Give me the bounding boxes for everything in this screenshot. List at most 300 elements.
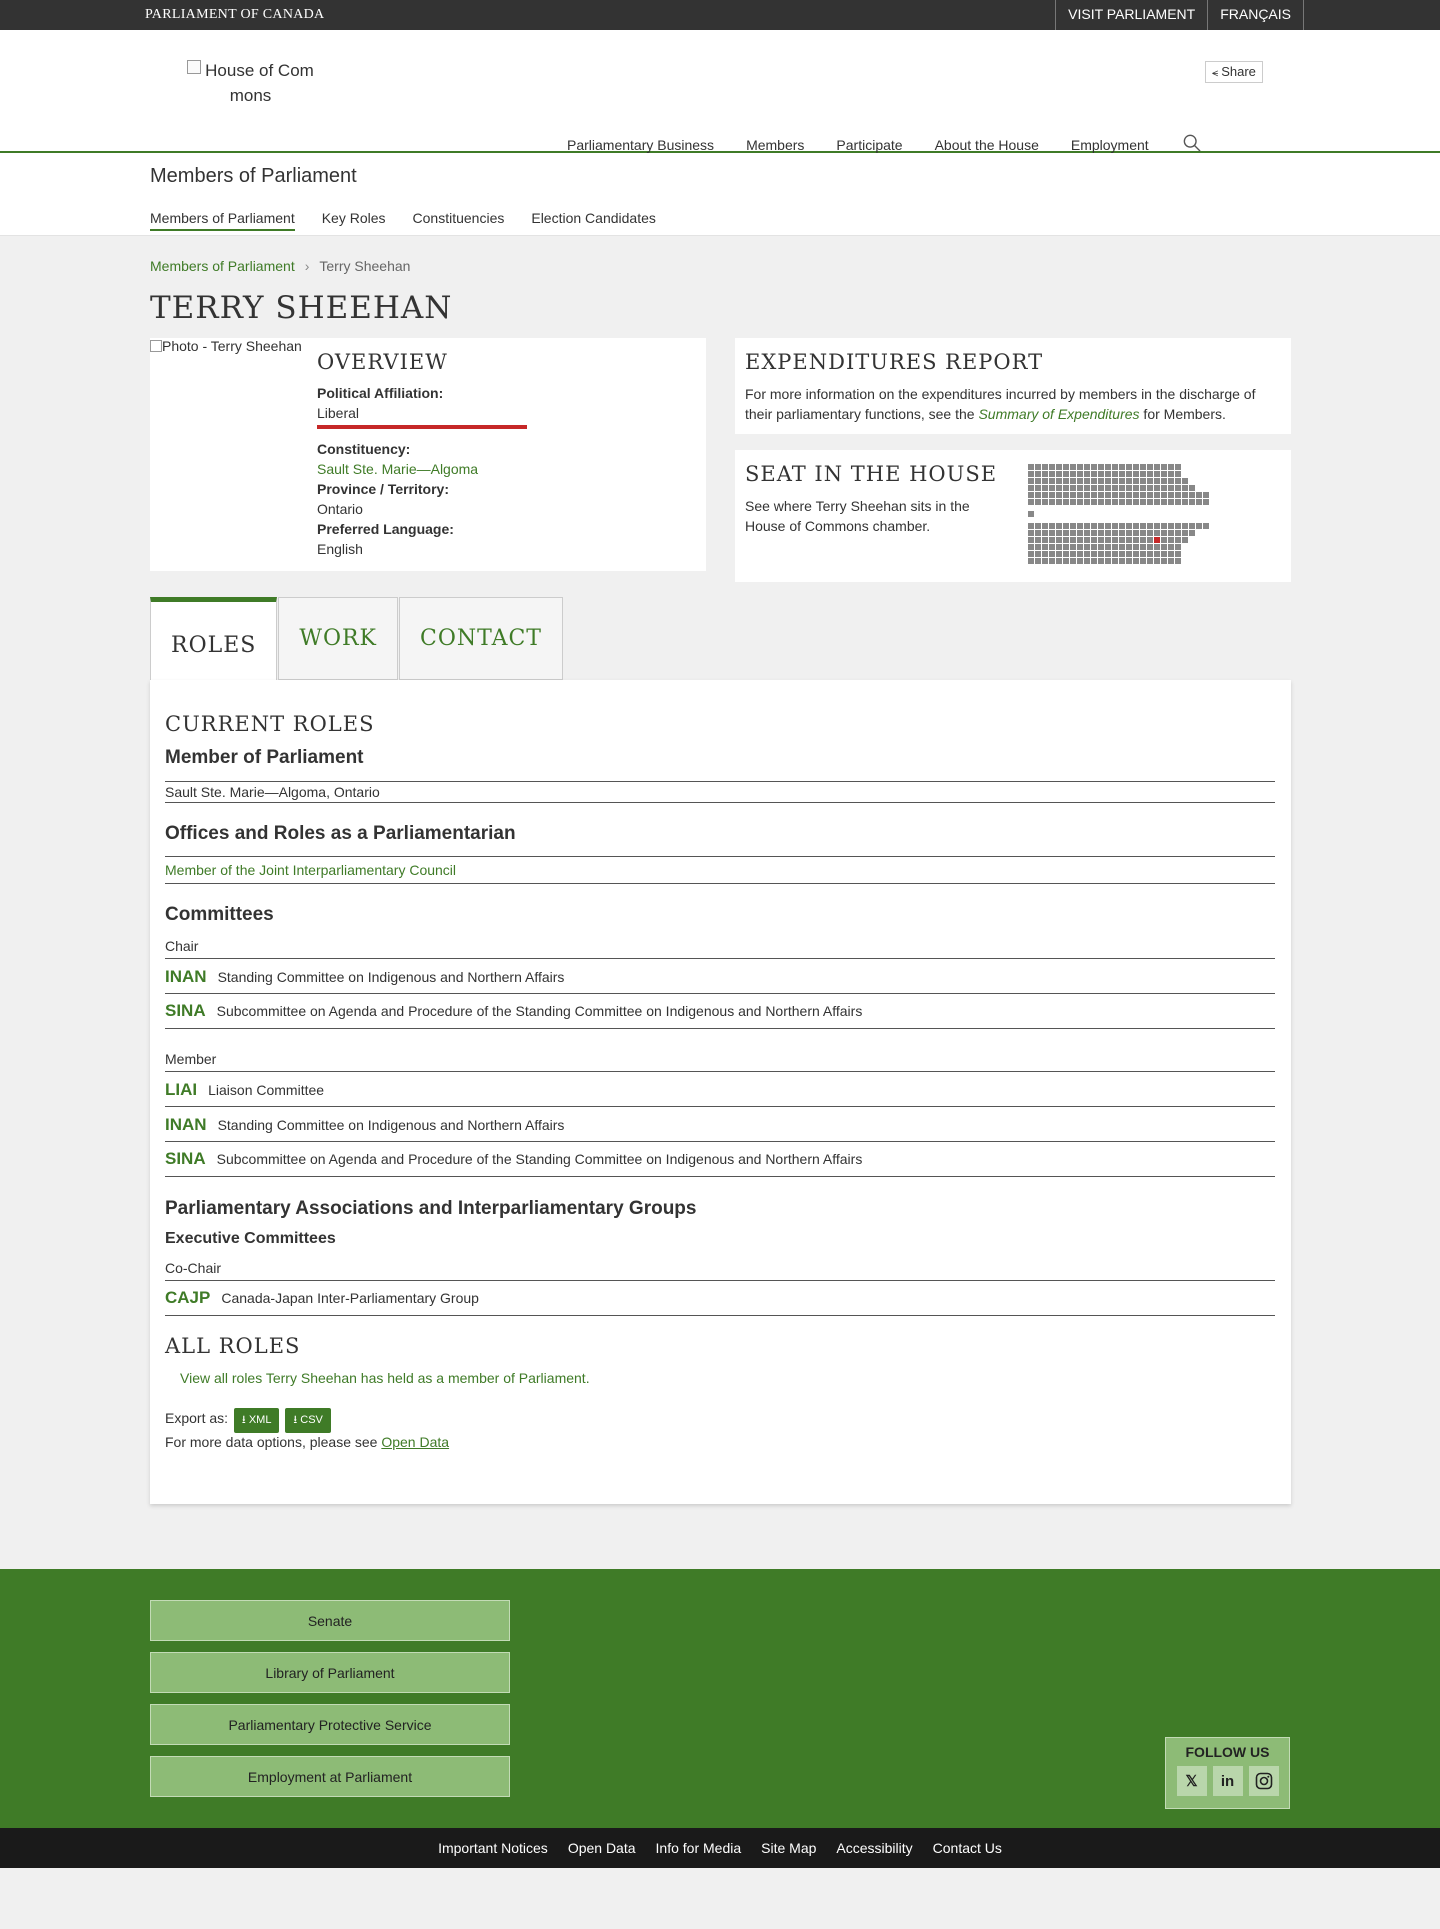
seat[interactable] bbox=[1154, 499, 1160, 505]
open-data-footer-link[interactable]: Open Data bbox=[567, 1840, 636, 1856]
seat[interactable] bbox=[1126, 485, 1132, 491]
committee-acronym[interactable]: INAN bbox=[165, 966, 207, 986]
house-of-commons-logo[interactable] bbox=[178, 58, 323, 108]
seat[interactable] bbox=[1105, 558, 1111, 564]
seat[interactable] bbox=[1077, 530, 1083, 536]
seat[interactable] bbox=[1161, 464, 1167, 470]
seat[interactable] bbox=[1133, 499, 1139, 505]
seat[interactable] bbox=[1056, 464, 1062, 470]
seat[interactable] bbox=[1175, 464, 1181, 470]
seat[interactable] bbox=[1084, 537, 1090, 543]
seat[interactable] bbox=[1091, 492, 1097, 498]
seat[interactable] bbox=[1084, 544, 1090, 550]
seat[interactable] bbox=[1042, 544, 1048, 550]
seat[interactable] bbox=[1063, 471, 1069, 477]
seat[interactable] bbox=[1175, 558, 1181, 564]
seat[interactable] bbox=[1105, 464, 1111, 470]
seat[interactable] bbox=[1084, 492, 1090, 498]
seat[interactable] bbox=[1098, 478, 1104, 484]
seat[interactable] bbox=[1077, 551, 1083, 557]
association-row[interactable] bbox=[165, 1280, 1275, 1316]
seat[interactable] bbox=[1091, 471, 1097, 477]
seat[interactable] bbox=[1154, 544, 1160, 550]
seat[interactable] bbox=[1119, 558, 1125, 564]
seat[interactable] bbox=[1140, 485, 1146, 491]
seat[interactable] bbox=[1189, 530, 1195, 536]
seat[interactable] bbox=[1105, 485, 1111, 491]
seat[interactable] bbox=[1049, 544, 1055, 550]
seat[interactable] bbox=[1126, 523, 1132, 529]
seat[interactable] bbox=[1112, 558, 1118, 564]
seat[interactable] bbox=[1161, 530, 1167, 536]
seat[interactable] bbox=[1091, 551, 1097, 557]
tab-work[interactable]: WORK bbox=[278, 597, 398, 680]
seat[interactable] bbox=[1154, 485, 1160, 491]
seat[interactable] bbox=[1147, 485, 1153, 491]
tab-roles[interactable]: ROLES bbox=[150, 597, 277, 681]
seat[interactable] bbox=[1147, 478, 1153, 484]
seat[interactable] bbox=[1091, 478, 1097, 484]
seat[interactable] bbox=[1119, 523, 1125, 529]
seat[interactable] bbox=[1042, 492, 1048, 498]
seat[interactable] bbox=[1035, 478, 1041, 484]
seat[interactable] bbox=[1035, 485, 1041, 491]
seat[interactable] bbox=[1126, 464, 1132, 470]
seat[interactable] bbox=[1140, 523, 1146, 529]
seat[interactable] bbox=[1084, 558, 1090, 564]
seat[interactable] bbox=[1196, 523, 1202, 529]
seat[interactable] bbox=[1077, 492, 1083, 498]
seat[interactable] bbox=[1077, 464, 1083, 470]
seat[interactable] bbox=[1203, 499, 1209, 505]
seat[interactable] bbox=[1056, 551, 1062, 557]
share-button[interactable] bbox=[1205, 61, 1263, 83]
seat[interactable] bbox=[1147, 523, 1153, 529]
seat[interactable] bbox=[1091, 499, 1097, 505]
seat[interactable] bbox=[1049, 478, 1055, 484]
seat[interactable] bbox=[1126, 530, 1132, 536]
seat[interactable] bbox=[1161, 492, 1167, 498]
seat[interactable] bbox=[1049, 558, 1055, 564]
seat[interactable] bbox=[1070, 537, 1076, 543]
seat[interactable] bbox=[1140, 499, 1146, 505]
seat[interactable] bbox=[1098, 537, 1104, 543]
seat[interactable] bbox=[1133, 485, 1139, 491]
seat[interactable] bbox=[1077, 558, 1083, 564]
seat[interactable] bbox=[1070, 551, 1076, 557]
seat[interactable] bbox=[1133, 464, 1139, 470]
parliament-brand[interactable]: PARLIAMENT OF CANADA bbox=[145, 7, 325, 22]
committee-row[interactable] bbox=[165, 993, 1275, 1029]
seat[interactable] bbox=[1119, 551, 1125, 557]
seat[interactable] bbox=[1133, 492, 1139, 498]
seat[interactable] bbox=[1140, 530, 1146, 536]
subnav-members-of-parliament[interactable]: Members of Parliament bbox=[150, 210, 295, 231]
seat[interactable] bbox=[1084, 471, 1090, 477]
seat[interactable] bbox=[1161, 523, 1167, 529]
seat[interactable] bbox=[1084, 551, 1090, 557]
seat[interactable] bbox=[1133, 523, 1139, 529]
seat[interactable] bbox=[1161, 558, 1167, 564]
seat[interactable] bbox=[1175, 478, 1181, 484]
important-notices-link[interactable]: Important Notices bbox=[438, 1840, 548, 1856]
seat[interactable] bbox=[1175, 492, 1181, 498]
seat[interactable] bbox=[1182, 499, 1188, 505]
seat[interactable] bbox=[1049, 485, 1055, 491]
nav-members[interactable]: Members bbox=[746, 137, 805, 153]
seat[interactable] bbox=[1098, 544, 1104, 550]
seat[interactable] bbox=[1035, 537, 1041, 543]
seat[interactable] bbox=[1112, 537, 1118, 543]
seat[interactable] bbox=[1049, 464, 1055, 470]
protective-service-button[interactable]: Parliamentary Protective Service bbox=[150, 1704, 510, 1745]
seat[interactable] bbox=[1105, 537, 1111, 543]
association-acronym[interactable]: CAJP bbox=[165, 1288, 211, 1307]
seat[interactable] bbox=[1042, 499, 1048, 505]
seat[interactable] bbox=[1042, 551, 1048, 557]
seat[interactable] bbox=[1168, 544, 1174, 550]
seat[interactable] bbox=[1175, 523, 1181, 529]
seat[interactable] bbox=[1070, 492, 1076, 498]
seat[interactable] bbox=[1119, 537, 1125, 543]
seat[interactable] bbox=[1042, 471, 1048, 477]
seat[interactable] bbox=[1035, 499, 1041, 505]
seat[interactable] bbox=[1147, 530, 1153, 536]
seat[interactable] bbox=[1189, 485, 1195, 491]
seat[interactable] bbox=[1154, 530, 1160, 536]
seat[interactable] bbox=[1182, 478, 1188, 484]
seat[interactable] bbox=[1112, 499, 1118, 505]
seat[interactable] bbox=[1154, 492, 1160, 498]
nav-employment[interactable]: Employment bbox=[1070, 137, 1149, 153]
seat[interactable] bbox=[1112, 544, 1118, 550]
seat[interactable] bbox=[1203, 492, 1209, 498]
seat[interactable] bbox=[1182, 530, 1188, 536]
seat[interactable] bbox=[1126, 558, 1132, 564]
seat[interactable] bbox=[1126, 537, 1132, 543]
seat[interactable] bbox=[1168, 478, 1174, 484]
seat[interactable] bbox=[1056, 499, 1062, 505]
committee-row[interactable] bbox=[165, 1141, 1275, 1177]
seat[interactable] bbox=[1112, 485, 1118, 491]
seat[interactable] bbox=[1168, 492, 1174, 498]
seat[interactable] bbox=[1161, 499, 1167, 505]
seat[interactable] bbox=[1175, 530, 1181, 536]
language-toggle-link[interactable]: FRANÇAIS bbox=[1207, 0, 1304, 30]
breadcrumb-parent[interactable]: Members of Parliament bbox=[150, 258, 295, 274]
seat[interactable] bbox=[1105, 530, 1111, 536]
seat[interactable] bbox=[1189, 492, 1195, 498]
seat[interactable] bbox=[1077, 537, 1083, 543]
seat[interactable] bbox=[1126, 492, 1132, 498]
seat[interactable] bbox=[1119, 478, 1125, 484]
seat[interactable] bbox=[1168, 558, 1174, 564]
seat[interactable] bbox=[1105, 551, 1111, 557]
seat[interactable] bbox=[1049, 530, 1055, 536]
nav-parliamentary-business[interactable]: Parliamentary Business bbox=[567, 137, 715, 153]
info-for-media-link[interactable]: Info for Media bbox=[655, 1840, 742, 1856]
seat[interactable] bbox=[1035, 492, 1041, 498]
seat[interactable] bbox=[1126, 499, 1132, 505]
seat[interactable] bbox=[1098, 485, 1104, 491]
seat[interactable] bbox=[1147, 471, 1153, 477]
seat[interactable] bbox=[1105, 523, 1111, 529]
seat[interactable] bbox=[1133, 558, 1139, 564]
seat[interactable] bbox=[1070, 544, 1076, 550]
seat[interactable] bbox=[1063, 558, 1069, 564]
library-of-parliament-button[interactable]: Library of Parliament bbox=[150, 1652, 510, 1693]
seat[interactable] bbox=[1042, 537, 1048, 543]
subnav-election-candidates[interactable]: Election Candidates bbox=[531, 210, 656, 226]
seat[interactable] bbox=[1175, 499, 1181, 505]
seat[interactable] bbox=[1028, 471, 1034, 477]
seat[interactable] bbox=[1105, 492, 1111, 498]
seat[interactable] bbox=[1042, 485, 1048, 491]
seat[interactable] bbox=[1147, 537, 1153, 543]
seat[interactable] bbox=[1063, 464, 1069, 470]
seat[interactable] bbox=[1028, 492, 1034, 498]
seat[interactable] bbox=[1189, 499, 1195, 505]
seat[interactable] bbox=[1091, 537, 1097, 543]
seat[interactable] bbox=[1133, 478, 1139, 484]
seat[interactable] bbox=[1105, 478, 1111, 484]
seat[interactable] bbox=[1042, 464, 1048, 470]
seat[interactable] bbox=[1119, 499, 1125, 505]
seat[interactable] bbox=[1119, 544, 1125, 550]
seat[interactable] bbox=[1035, 523, 1041, 529]
seat[interactable] bbox=[1063, 530, 1069, 536]
seat[interactable] bbox=[1154, 537, 1160, 543]
seat[interactable] bbox=[1112, 530, 1118, 536]
seat[interactable] bbox=[1168, 530, 1174, 536]
seat[interactable] bbox=[1182, 492, 1188, 498]
seat[interactable] bbox=[1182, 537, 1188, 543]
seat[interactable] bbox=[1028, 530, 1034, 536]
seat[interactable] bbox=[1056, 492, 1062, 498]
seat[interactable] bbox=[1175, 471, 1181, 477]
seat[interactable] bbox=[1182, 485, 1188, 491]
employment-at-parliament-button[interactable]: Employment at Parliament bbox=[150, 1756, 510, 1797]
seat[interactable] bbox=[1161, 485, 1167, 491]
joint-interparliamentary-council-link[interactable]: Member of the Joint Interparliamentary Council bbox=[165, 862, 457, 878]
instagram-icon[interactable] bbox=[1249, 1766, 1279, 1796]
seat[interactable] bbox=[1063, 492, 1069, 498]
seat[interactable] bbox=[1105, 499, 1111, 505]
seat[interactable] bbox=[1175, 537, 1181, 543]
seat[interactable] bbox=[1070, 485, 1076, 491]
seat[interactable] bbox=[1091, 558, 1097, 564]
seat[interactable] bbox=[1028, 523, 1034, 529]
seat[interactable] bbox=[1168, 551, 1174, 557]
seat[interactable] bbox=[1028, 544, 1034, 550]
seat[interactable] bbox=[1070, 530, 1076, 536]
seat[interactable] bbox=[1154, 551, 1160, 557]
seat[interactable] bbox=[1112, 464, 1118, 470]
contact-us-link[interactable]: Contact Us bbox=[932, 1840, 1002, 1856]
seat[interactable] bbox=[1119, 471, 1125, 477]
committee-row[interactable] bbox=[165, 958, 1275, 994]
seat[interactable] bbox=[1098, 499, 1104, 505]
seat[interactable] bbox=[1070, 471, 1076, 477]
seat[interactable] bbox=[1084, 478, 1090, 484]
seat[interactable] bbox=[1154, 464, 1160, 470]
seat[interactable] bbox=[1119, 485, 1125, 491]
nav-about-the-house[interactable]: About the House bbox=[934, 137, 1039, 153]
seat[interactable] bbox=[1077, 485, 1083, 491]
seat[interactable] bbox=[1126, 471, 1132, 477]
seat[interactable] bbox=[1035, 464, 1041, 470]
seat[interactable] bbox=[1049, 551, 1055, 557]
seat[interactable] bbox=[1133, 537, 1139, 543]
seat[interactable] bbox=[1133, 544, 1139, 550]
seat[interactable] bbox=[1077, 544, 1083, 550]
export-csv-button[interactable] bbox=[285, 1408, 331, 1433]
seat[interactable] bbox=[1028, 485, 1034, 491]
committee-acronym[interactable]: LIAI bbox=[165, 1079, 198, 1099]
seat[interactable] bbox=[1112, 523, 1118, 529]
subnav-constituencies[interactable]: Constituencies bbox=[412, 210, 505, 226]
seat[interactable] bbox=[1147, 492, 1153, 498]
seat[interactable] bbox=[1126, 544, 1132, 550]
tab-contact[interactable]: CONTACT bbox=[399, 597, 563, 680]
seat[interactable] bbox=[1119, 464, 1125, 470]
seat[interactable] bbox=[1091, 544, 1097, 550]
seat[interactable] bbox=[1105, 544, 1111, 550]
seat[interactable] bbox=[1063, 537, 1069, 543]
seat[interactable] bbox=[1168, 464, 1174, 470]
seat[interactable] bbox=[1154, 478, 1160, 484]
seat[interactable] bbox=[1112, 551, 1118, 557]
seat[interactable] bbox=[1070, 499, 1076, 505]
search-icon[interactable] bbox=[1183, 134, 1201, 152]
seat[interactable] bbox=[1168, 499, 1174, 505]
seat[interactable] bbox=[1147, 499, 1153, 505]
seat[interactable] bbox=[1161, 551, 1167, 557]
seat[interactable] bbox=[1056, 558, 1062, 564]
seat[interactable] bbox=[1077, 471, 1083, 477]
seat[interactable] bbox=[1077, 499, 1083, 505]
seat[interactable] bbox=[1091, 530, 1097, 536]
committee-acronym[interactable]: SINA bbox=[165, 1001, 206, 1020]
seat[interactable] bbox=[1084, 485, 1090, 491]
seat[interactable] bbox=[1140, 544, 1146, 550]
seat[interactable] bbox=[1035, 471, 1041, 477]
site-map-link[interactable]: Site Map bbox=[761, 1840, 817, 1856]
seat[interactable] bbox=[1105, 471, 1111, 477]
seat[interactable] bbox=[1063, 485, 1069, 491]
seat[interactable] bbox=[1140, 464, 1146, 470]
seat[interactable] bbox=[1203, 523, 1209, 529]
seat[interactable] bbox=[1049, 537, 1055, 543]
seat[interactable] bbox=[1084, 530, 1090, 536]
seat[interactable] bbox=[1196, 499, 1202, 505]
seat[interactable] bbox=[1133, 471, 1139, 477]
seat[interactable] bbox=[1056, 544, 1062, 550]
seat[interactable] bbox=[1042, 478, 1048, 484]
seat[interactable] bbox=[1056, 523, 1062, 529]
seat[interactable] bbox=[1028, 499, 1034, 505]
seat[interactable] bbox=[1028, 558, 1034, 564]
seat[interactable] bbox=[1175, 551, 1181, 557]
seat[interactable] bbox=[1098, 471, 1104, 477]
seat[interactable] bbox=[1063, 523, 1069, 529]
seat[interactable] bbox=[1063, 551, 1069, 557]
seat[interactable] bbox=[1098, 523, 1104, 529]
seat[interactable] bbox=[1098, 464, 1104, 470]
seat[interactable] bbox=[1028, 551, 1034, 557]
visit-parliament-link[interactable]: VISIT PARLIAMENT bbox=[1055, 0, 1207, 30]
seat[interactable] bbox=[1028, 464, 1034, 470]
committee-row[interactable] bbox=[165, 1106, 1275, 1142]
seat[interactable] bbox=[1112, 471, 1118, 477]
committee-acronym[interactable]: SINA bbox=[165, 1149, 206, 1168]
seat[interactable] bbox=[1175, 544, 1181, 550]
seat[interactable] bbox=[1070, 558, 1076, 564]
seat[interactable] bbox=[1063, 499, 1069, 505]
seat[interactable] bbox=[1140, 537, 1146, 543]
seat[interactable] bbox=[1084, 523, 1090, 529]
seat[interactable] bbox=[1091, 485, 1097, 491]
seat[interactable] bbox=[1070, 523, 1076, 529]
seat[interactable] bbox=[1147, 544, 1153, 550]
accessibility-link[interactable]: Accessibility bbox=[836, 1840, 913, 1856]
seat[interactable] bbox=[1154, 523, 1160, 529]
seat[interactable] bbox=[1035, 544, 1041, 550]
subnav-key-roles[interactable]: Key Roles bbox=[321, 210, 386, 226]
seat[interactable] bbox=[1168, 523, 1174, 529]
seat[interactable] bbox=[1056, 478, 1062, 484]
seat[interactable] bbox=[1063, 544, 1069, 550]
seat[interactable] bbox=[1056, 471, 1062, 477]
seat[interactable] bbox=[1035, 530, 1041, 536]
seat[interactable] bbox=[1084, 464, 1090, 470]
seat[interactable] bbox=[1168, 537, 1174, 543]
seat[interactable] bbox=[1140, 558, 1146, 564]
seat[interactable] bbox=[1140, 551, 1146, 557]
summary-of-expenditures-link[interactable]: Summary of Expenditures bbox=[978, 406, 1140, 422]
seat[interactable] bbox=[1147, 551, 1153, 557]
committee-row[interactable] bbox=[165, 1071, 1275, 1107]
seat[interactable] bbox=[1161, 537, 1167, 543]
seat[interactable] bbox=[1098, 558, 1104, 564]
nav-participate[interactable]: Participate bbox=[836, 137, 903, 153]
seat[interactable] bbox=[1028, 511, 1034, 517]
linkedin-icon[interactable]: in bbox=[1213, 1766, 1243, 1796]
seat[interactable] bbox=[1042, 523, 1048, 529]
seat[interactable] bbox=[1056, 537, 1062, 543]
seat[interactable] bbox=[1168, 485, 1174, 491]
senate-button[interactable]: Senate bbox=[150, 1600, 510, 1641]
committee-acronym[interactable]: INAN bbox=[165, 1114, 207, 1134]
seat[interactable] bbox=[1112, 478, 1118, 484]
seat[interactable] bbox=[1126, 478, 1132, 484]
seat[interactable] bbox=[1042, 530, 1048, 536]
seating-chart[interactable] bbox=[1028, 464, 1258, 568]
seat[interactable] bbox=[1126, 551, 1132, 557]
seat[interactable] bbox=[1154, 558, 1160, 564]
seat[interactable] bbox=[1133, 551, 1139, 557]
seat[interactable] bbox=[1049, 499, 1055, 505]
seat[interactable] bbox=[1168, 471, 1174, 477]
seat[interactable] bbox=[1056, 485, 1062, 491]
seat[interactable] bbox=[1140, 471, 1146, 477]
seat[interactable] bbox=[1035, 558, 1041, 564]
seat[interactable] bbox=[1091, 523, 1097, 529]
seat[interactable] bbox=[1098, 551, 1104, 557]
view-all-roles-link[interactable]: View all roles Terry Sheehan has held as a member of Parliament. bbox=[180, 1370, 590, 1386]
seat[interactable] bbox=[1084, 499, 1090, 505]
seat[interactable] bbox=[1035, 551, 1041, 557]
